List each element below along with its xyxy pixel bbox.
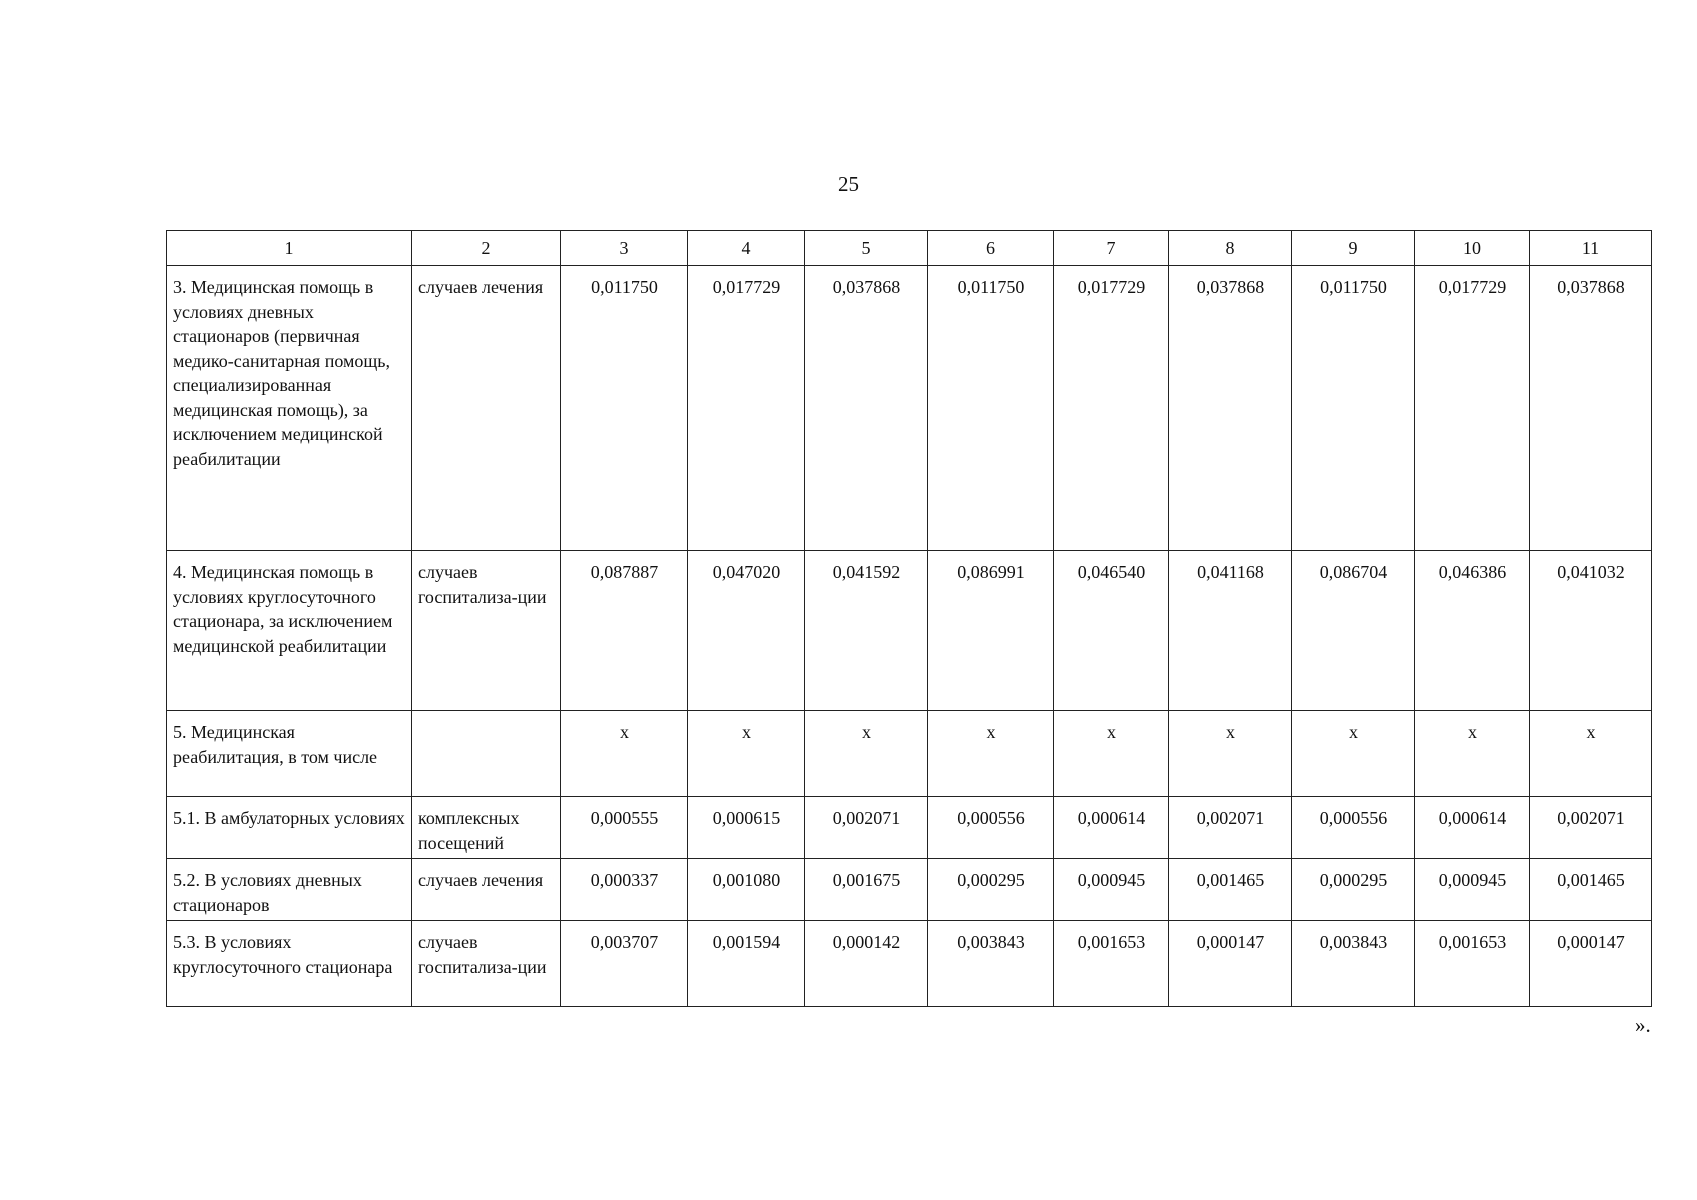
value-cell: 0,001675 <box>805 859 928 921</box>
value-cell: х <box>805 711 928 797</box>
value-cell: 0,086704 <box>1292 551 1415 711</box>
value-cell: х <box>1292 711 1415 797</box>
value-cell: 0,001465 <box>1530 859 1652 921</box>
value-cell: 0,000147 <box>1530 921 1652 1007</box>
value-cell: 0,011750 <box>1292 266 1415 551</box>
indicators-table <box>166 230 1652 1007</box>
row-name-cell: 4. Медицинская помощь в условиях круглосуточного стационара, за исключением медицинской реабилитации <box>167 551 412 711</box>
column-header: 6 <box>928 231 1054 266</box>
column-header: 4 <box>688 231 805 266</box>
value-cell: 0,000945 <box>1054 859 1169 921</box>
table-row <box>167 266 1652 551</box>
row-unit-cell: комплексных посещений <box>412 797 561 859</box>
value-cell: х <box>1169 711 1292 797</box>
column-header: 7 <box>1054 231 1169 266</box>
value-cell: х <box>688 711 805 797</box>
row-unit-cell <box>412 711 561 797</box>
closing-quote-mark: ». <box>1635 1013 1651 1037</box>
value-cell: 0,000556 <box>928 797 1054 859</box>
value-cell: 0,086991 <box>928 551 1054 711</box>
value-cell: х <box>1530 711 1652 797</box>
value-cell: х <box>1054 711 1169 797</box>
value-cell: 0,003843 <box>928 921 1054 1007</box>
value-cell: 0,000614 <box>1415 797 1530 859</box>
value-cell: 0,017729 <box>1415 266 1530 551</box>
value-cell: 0,000615 <box>688 797 805 859</box>
table-row <box>167 859 1652 921</box>
row-unit-cell: случаев лечения <box>412 266 561 551</box>
column-header: 10 <box>1415 231 1530 266</box>
value-cell: 0,011750 <box>561 266 688 551</box>
column-header: 8 <box>1169 231 1292 266</box>
value-cell: 0,041592 <box>805 551 928 711</box>
value-cell: 0,037868 <box>805 266 928 551</box>
page-number: 25 <box>838 172 859 196</box>
value-cell: 0,011750 <box>928 266 1054 551</box>
value-cell: 0,002071 <box>1530 797 1652 859</box>
column-header: 3 <box>561 231 688 266</box>
value-cell: 0,041032 <box>1530 551 1652 711</box>
column-number-row <box>167 231 1652 266</box>
value-cell: 0,000614 <box>1054 797 1169 859</box>
value-cell: 0,002071 <box>1169 797 1292 859</box>
table-row <box>167 711 1652 797</box>
row-name-cell: 5.3. В условиях круглосуточного стационара <box>167 921 412 1007</box>
value-cell: 0,000945 <box>1415 859 1530 921</box>
table-row <box>167 797 1652 859</box>
value-cell: 0,000142 <box>805 921 928 1007</box>
value-cell: 0,000295 <box>928 859 1054 921</box>
column-header: 11 <box>1530 231 1652 266</box>
value-cell: 0,001653 <box>1415 921 1530 1007</box>
value-cell: 0,046386 <box>1415 551 1530 711</box>
value-cell: 0,037868 <box>1530 266 1652 551</box>
value-cell: 0,041168 <box>1169 551 1292 711</box>
value-cell: 0,001080 <box>688 859 805 921</box>
value-cell: 0,003843 <box>1292 921 1415 1007</box>
row-name-cell: 5.1. В амбулаторных условиях <box>167 797 412 859</box>
value-cell: 0,003707 <box>561 921 688 1007</box>
value-cell: 0,002071 <box>805 797 928 859</box>
row-unit-cell: случаев госпитализа-ции <box>412 921 561 1007</box>
value-cell: 0,047020 <box>688 551 805 711</box>
column-header: 1 <box>167 231 412 266</box>
column-header: 5 <box>805 231 928 266</box>
row-unit-cell: случаев лечения <box>412 859 561 921</box>
value-cell: 0,037868 <box>1169 266 1292 551</box>
value-cell: 0,017729 <box>688 266 805 551</box>
column-header: 9 <box>1292 231 1415 266</box>
value-cell: х <box>561 711 688 797</box>
value-cell: 0,000147 <box>1169 921 1292 1007</box>
row-name-cell: 5. Медицинская реабилитация, в том числе <box>167 711 412 797</box>
value-cell: 0,001594 <box>688 921 805 1007</box>
value-cell: 0,000337 <box>561 859 688 921</box>
value-cell: 0,000556 <box>1292 797 1415 859</box>
value-cell: х <box>928 711 1054 797</box>
value-cell: 0,000295 <box>1292 859 1415 921</box>
value-cell: 0,017729 <box>1054 266 1169 551</box>
value-cell: 0,001653 <box>1054 921 1169 1007</box>
value-cell: 0,000555 <box>561 797 688 859</box>
value-cell: 0,001465 <box>1169 859 1292 921</box>
row-unit-cell: случаев госпитализа-ции <box>412 551 561 711</box>
table-row <box>167 551 1652 711</box>
value-cell: х <box>1415 711 1530 797</box>
row-name-cell: 3. Медицинская помощь в условиях дневных стационаров (первичная медико-санитарная помощь, специализированная медицинская помощь), за исключением медицинской реабилитации <box>167 266 412 551</box>
column-header: 2 <box>412 231 561 266</box>
row-name-cell: 5.2. В условиях дневных стационаров <box>167 859 412 921</box>
value-cell: 0,046540 <box>1054 551 1169 711</box>
value-cell: 0,087887 <box>561 551 688 711</box>
table-row <box>167 921 1652 1007</box>
